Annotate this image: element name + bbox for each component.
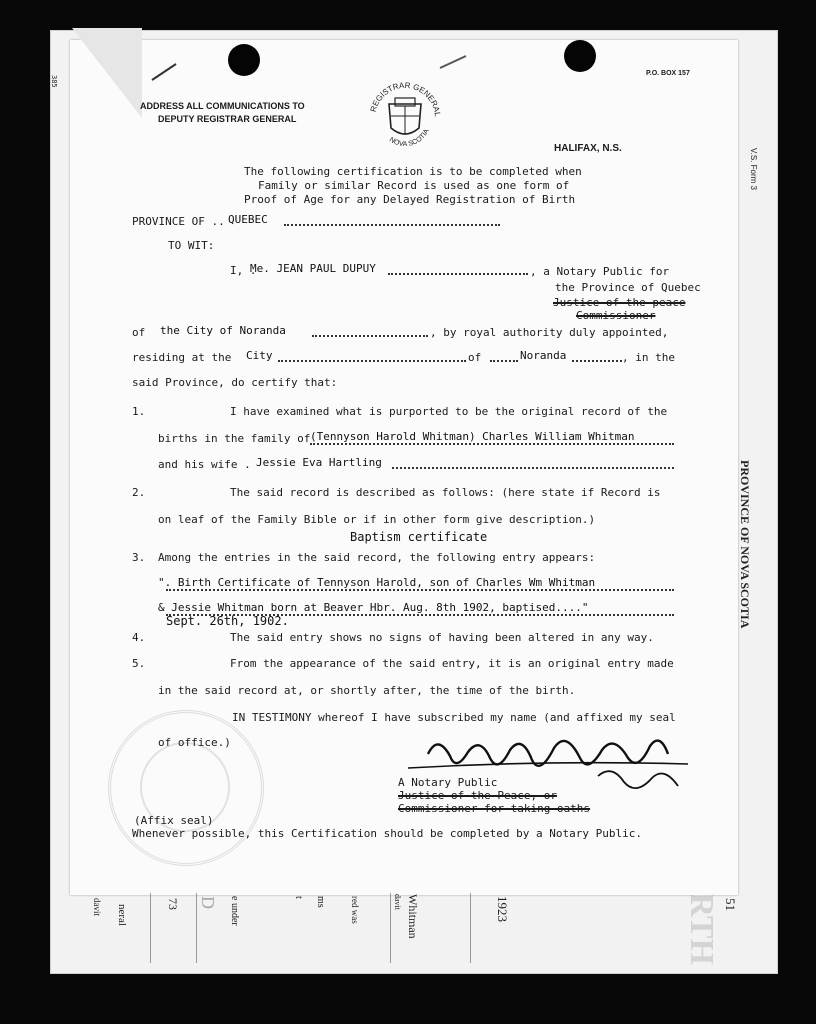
strip-cell-7: ms bbox=[315, 896, 326, 908]
item-4-number: 4. bbox=[132, 631, 146, 644]
item-5-text: From the appearance of the said entry, it is an original entry made bbox=[230, 657, 674, 670]
punch-hole-right bbox=[564, 40, 596, 72]
of2-dots-b bbox=[572, 360, 622, 362]
item-1-wife: Jessie Eva Hartling bbox=[256, 456, 382, 469]
intro-line-1: The following certification is to be completed when bbox=[244, 165, 582, 178]
intro-line-2: Family or similar Record is used as one form of bbox=[258, 179, 570, 192]
item-1-number: 1. bbox=[132, 405, 146, 418]
strip-cell-1: davit bbox=[92, 898, 102, 916]
po-box: P.O. BOX 157 bbox=[646, 70, 690, 77]
crest-bottom-text: NOVA SCOTIA bbox=[387, 128, 431, 149]
strip-cell-10: Whitman bbox=[406, 894, 420, 939]
strip-cell-8: red was bbox=[350, 896, 360, 924]
strip-cell-2: neral bbox=[116, 904, 128, 926]
authority-text: , by royal authority duly appointed, bbox=[430, 326, 669, 339]
strip-cell-12: 51 bbox=[723, 898, 738, 911]
certify-line: said Province, do certify that: bbox=[132, 376, 338, 389]
residing-value: City bbox=[246, 349, 273, 362]
of2-label: of bbox=[468, 351, 482, 364]
punch-hole-left bbox=[228, 44, 260, 76]
strip-divider-4 bbox=[470, 893, 471, 963]
strip-cell-6: t bbox=[293, 896, 304, 899]
item-2-text: The said record is described as follows: (here state if Record is bbox=[230, 486, 661, 499]
item-3-number: 3. bbox=[132, 551, 146, 564]
testimony-line-1: IN TESTIMONY whereof I have subscribed my name (and affixed my seal bbox=[232, 711, 676, 724]
notary-name: Me. JEAN PAUL DUPUY bbox=[250, 262, 376, 275]
item-1-wife-dots bbox=[392, 467, 674, 469]
notary-dots bbox=[388, 273, 528, 275]
item-5-number: 5. bbox=[132, 657, 146, 670]
item-2-number: 2. bbox=[132, 486, 146, 499]
of2-value: Noranda bbox=[520, 349, 567, 362]
of-dots bbox=[312, 335, 428, 337]
item-3-entry-2: & Jessie Whitman born at Beaver Hbr. Aug. 8th 1902, baptised...." bbox=[158, 601, 589, 614]
footer-note: Whenever possible, this Certification should be completed by a Notary Public. bbox=[132, 827, 642, 840]
item-3-entry-1: ". Birth Certificate of Tennyson Harold, son of Charles Wm Whitman bbox=[158, 576, 596, 589]
strip-cell-4: D bbox=[198, 896, 218, 909]
item-3-dots-1 bbox=[166, 589, 674, 591]
strip-cell-3: 73 bbox=[166, 898, 180, 910]
address-line-2: DEPUTY REGISTRAR GENERAL bbox=[158, 114, 297, 124]
residing-dots bbox=[278, 360, 466, 362]
residing-label: residing at the bbox=[132, 351, 232, 364]
item-2-value: Baptism certificate bbox=[350, 530, 488, 544]
of-label: of bbox=[132, 326, 146, 339]
item-3-text: Among the entries in the said record, the following entry appears: bbox=[158, 551, 596, 564]
strip-cell-5: e under bbox=[229, 896, 240, 926]
province-label: PROVINCE OF .. bbox=[132, 215, 225, 228]
notary-title-2: the Province of Quebec bbox=[555, 281, 701, 294]
testimony-line-2: of office.) bbox=[158, 736, 231, 749]
intro-line-3: Proof of Age for any Delayed Registration of Birth bbox=[244, 193, 576, 206]
folded-corner bbox=[72, 28, 142, 118]
struck-commissioner: Commissioner bbox=[576, 309, 656, 322]
item-4-text: The said entry shows no signs of having been altered in any way. bbox=[230, 631, 654, 644]
of-value: the City of Noranda bbox=[160, 324, 286, 337]
signature-role-1: A Notary Public bbox=[398, 776, 498, 789]
province-value: QUEBEC bbox=[228, 213, 268, 226]
item-1-text: I have examined what is purported to be the original record of the bbox=[230, 405, 668, 418]
item-5-line-2: in the said record at, or shortly after, the time of the birth. bbox=[158, 684, 576, 697]
item-3-entry-3: Sept. 26th, 1902. bbox=[166, 614, 289, 628]
address-line-1: ADDRESS ALL COMMUNICATIONS TO bbox=[140, 101, 305, 111]
item-1-wife-label: and his wife . bbox=[158, 458, 251, 471]
province-dots bbox=[284, 224, 500, 226]
i-label: I, . bbox=[230, 264, 257, 277]
item-1-family: (Tennyson Harold Whitman) Charles William Whitman bbox=[310, 430, 635, 443]
city-header: HALIFAX, N.S. bbox=[554, 143, 622, 154]
item-2-line-2: on leaf of the Family Bible or if in other form give description.) bbox=[158, 513, 596, 526]
strip-divider-1 bbox=[150, 893, 151, 963]
to-wit: TO WIT: bbox=[168, 239, 215, 252]
strip-divider-3 bbox=[390, 893, 391, 963]
of2-dots-a bbox=[490, 360, 518, 362]
signature-role-2: Justice of the Peace, or bbox=[398, 789, 557, 802]
item-1-label: births in the family of bbox=[158, 432, 311, 445]
affix-seal: (Affix seal) bbox=[134, 814, 214, 827]
province-vertical: PROVINCE OF NOVA SCOTIA bbox=[738, 460, 752, 629]
in-the: , in the bbox=[622, 351, 675, 364]
crest-seal bbox=[365, 78, 445, 158]
struck-justice: Justice of the peace bbox=[553, 296, 686, 309]
item-1-dots bbox=[310, 443, 674, 445]
notary-title-1: , a Notary Public for bbox=[530, 265, 670, 278]
crest-top-text: REGISTRAR GENERAL bbox=[368, 80, 443, 118]
margin-mark: 385 bbox=[50, 75, 58, 88]
form-number: V.S. Form 3 bbox=[749, 148, 758, 190]
strip-cell-9: davit bbox=[393, 894, 402, 910]
strip-cell-11: 1923 bbox=[495, 896, 510, 922]
signature-role-3: Commissioner for taking oaths bbox=[398, 802, 591, 815]
